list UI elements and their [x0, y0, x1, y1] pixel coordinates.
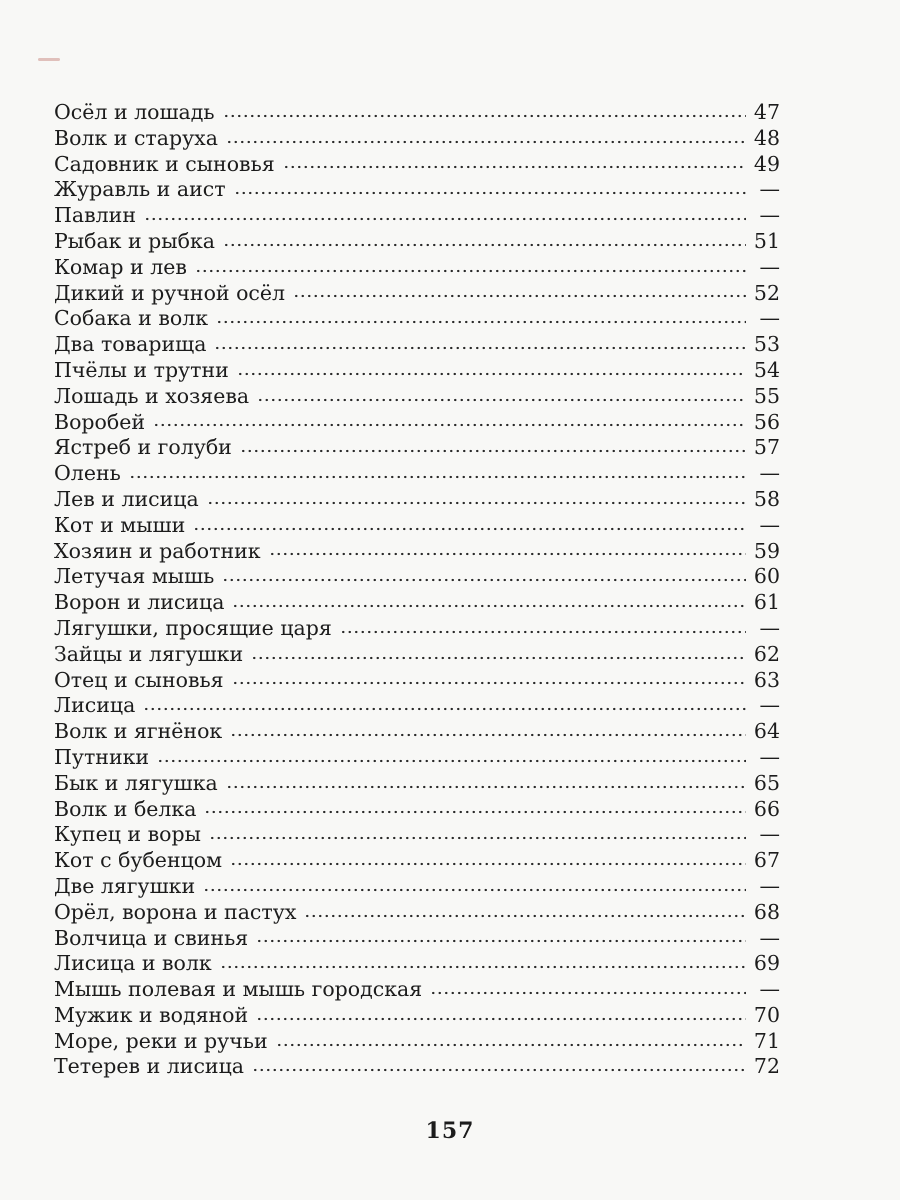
toc-entry-title: Волк и ягнёнок — [54, 719, 223, 744]
toc-entry-page: 60 — [753, 564, 780, 589]
toc-entry — [54, 668, 780, 694]
dot-leader — [223, 240, 746, 250]
toc-entry-title: Воробей — [54, 409, 146, 434]
toc-entry-page: 48 — [753, 125, 780, 150]
toc-entry-page: 55 — [753, 383, 780, 408]
dot-leader — [256, 936, 746, 946]
toc-entry-title: Олень — [54, 461, 121, 486]
toc-entry-page: 61 — [753, 590, 780, 615]
toc-entry — [54, 926, 780, 952]
toc-entry-page: — — [759, 693, 780, 718]
toc-entry — [54, 332, 780, 358]
toc-entry-page: 68 — [753, 899, 780, 924]
dot-leader — [293, 291, 746, 301]
toc-entry-page: 65 — [753, 770, 780, 795]
dot-leader — [430, 988, 746, 998]
toc-entry-page: 57 — [753, 435, 780, 460]
toc-entry-page: 47 — [753, 100, 780, 124]
toc-entry — [54, 461, 780, 487]
toc-entry — [54, 410, 780, 436]
dot-leader — [257, 395, 746, 405]
toc-entry-page: — — [759, 512, 780, 537]
toc-entry-page: 66 — [753, 796, 780, 821]
toc-entry-title: Рыбак и рыбка — [54, 228, 215, 253]
toc-entry-title: Лев и лисица — [54, 486, 199, 511]
toc-entry-title: Павлин — [54, 203, 136, 228]
toc-entry-title: Журавль и аист — [54, 177, 226, 202]
toc-entry-title: Путники — [54, 744, 150, 769]
toc-entry-page: — — [759, 254, 780, 279]
toc-entry-title: Мышь полевая и мышь городская — [54, 977, 423, 1002]
dot-leader — [220, 962, 746, 972]
toc-entry-title: Осёл и лошадь — [54, 100, 215, 124]
toc-entry — [54, 100, 780, 126]
toc-entry — [54, 1054, 780, 1080]
toc-entry — [54, 281, 780, 307]
dot-leader — [251, 653, 746, 663]
toc-entry-page: 51 — [753, 228, 780, 253]
page-number: 157 — [425, 1118, 475, 1144]
dot-leader — [193, 524, 746, 534]
dot-leader — [283, 162, 746, 172]
toc-entry-title: Пчёлы и трутни — [54, 357, 229, 382]
toc-entry-page: 72 — [753, 1054, 780, 1079]
toc-entry — [54, 358, 780, 384]
toc-entry-title: Садовник и сыновья — [54, 151, 275, 176]
toc-entry-page: — — [759, 977, 780, 1002]
toc-entry-page: 54 — [753, 357, 780, 382]
toc-entry-title: Летучая мышь — [54, 564, 215, 589]
dot-leader — [232, 678, 746, 688]
toc-entry — [54, 229, 780, 255]
dot-leader — [195, 266, 746, 276]
toc-entry-page: 71 — [753, 1028, 780, 1053]
toc-entry — [54, 435, 780, 461]
toc-entry-page: 69 — [753, 951, 780, 976]
dot-leader — [269, 549, 746, 559]
toc-entry — [54, 1029, 780, 1055]
toc-entry-title: Лисица — [54, 693, 136, 718]
toc-entry — [54, 977, 780, 1003]
toc-entry-title: Кот и мыши — [54, 512, 186, 537]
toc-entry — [54, 719, 780, 745]
toc-entry — [54, 797, 780, 823]
toc-entry-page: — — [759, 615, 780, 640]
toc-entry — [54, 822, 780, 848]
toc-entry — [54, 513, 780, 539]
toc-entry-title: Волчица и свинья — [54, 925, 249, 950]
toc-entry-title: Ворон и лисица — [54, 590, 225, 615]
dot-leader — [222, 575, 746, 585]
toc-entry-page: 53 — [753, 332, 780, 357]
toc-entry-page: 62 — [753, 641, 780, 666]
toc-entry — [54, 564, 780, 590]
toc-entry-page: 70 — [753, 1002, 780, 1027]
toc-entry-title: Лисица и волк — [54, 951, 212, 976]
toc-entry-title: Лошадь и хозяева — [54, 383, 250, 408]
toc-entry-title: Волк и старуха — [54, 125, 218, 150]
toc-entry — [54, 745, 780, 771]
toc-entry-title: Ястреб и голуби — [54, 435, 232, 460]
toc-entry-page: 64 — [753, 719, 780, 744]
dot-leader — [153, 420, 746, 430]
toc-entry-title: Тетерев и лисица — [54, 1054, 245, 1079]
toc-entry-page: — — [759, 873, 780, 898]
toc-entry-page: 67 — [753, 848, 780, 873]
dot-leader — [230, 859, 746, 869]
dot-leader — [216, 317, 746, 327]
toc-entry-title: Комар и лев — [54, 254, 187, 279]
dot-leader — [237, 369, 746, 379]
dot-leader — [209, 833, 746, 843]
toc-entry-title: Орёл, ворона и пастух — [54, 899, 297, 924]
dot-leader — [226, 782, 746, 792]
toc-entry-title: Две лягушки — [54, 873, 196, 898]
toc-entry-page: — — [759, 925, 780, 950]
toc-entry-page: — — [759, 822, 780, 847]
toc-entry — [54, 693, 780, 719]
toc-entry-title: Зайцы и лягушки — [54, 641, 244, 666]
dot-leader — [157, 756, 746, 766]
toc-entry-page: — — [759, 461, 780, 486]
dot-leader — [234, 188, 746, 198]
toc-entry — [54, 384, 780, 410]
toc-entry — [54, 487, 780, 513]
dot-leader — [214, 343, 746, 353]
dot-leader — [226, 137, 746, 147]
toc-entry-page: — — [759, 203, 780, 228]
toc-entry-title: Собака и волк — [54, 306, 209, 331]
toc-entry-title: Отец и сыновья — [54, 667, 224, 692]
toc-entry-title: Волк и белка — [54, 796, 197, 821]
toc-entry — [54, 255, 780, 281]
dot-leader — [304, 911, 746, 921]
dot-leader — [232, 601, 746, 611]
toc-entry-title: Мужик и водяной — [54, 1002, 249, 1027]
toc-entry-title: Кот с бубенцом — [54, 848, 223, 873]
dot-leader — [203, 885, 746, 895]
toc-entry-page: — — [759, 177, 780, 202]
dot-leader — [230, 730, 746, 740]
toc-entry-title: Бык и лягушка — [54, 770, 218, 795]
toc-entry-page: 58 — [753, 486, 780, 511]
toc-entry-title: Купец и воры — [54, 822, 201, 847]
dot-leader — [240, 446, 746, 456]
dot-leader — [143, 704, 746, 714]
toc-entry — [54, 539, 780, 565]
table-of-contents — [54, 100, 780, 1080]
toc-entry-title: Два товарища — [54, 332, 207, 357]
toc-entry — [54, 1003, 780, 1029]
toc-entry — [54, 126, 780, 152]
toc-entry — [54, 152, 780, 178]
ink-mark — [38, 58, 60, 61]
toc-entry-page: — — [759, 306, 780, 331]
dot-leader — [276, 1040, 746, 1050]
toc-entry — [54, 590, 780, 616]
toc-entry — [54, 900, 780, 926]
toc-entry — [54, 203, 780, 229]
dot-leader — [340, 627, 746, 637]
toc-entry — [54, 306, 780, 332]
toc-entry-title: Хозяин и работник — [54, 538, 261, 563]
toc-entry-title: Дикий и ручной осёл — [54, 280, 286, 305]
toc-entry-page: 59 — [753, 538, 780, 563]
toc-entry — [54, 848, 780, 874]
toc-entry — [54, 177, 780, 203]
dot-leader — [207, 498, 746, 508]
dot-leader — [223, 111, 746, 121]
dot-leader — [144, 214, 746, 224]
toc-entry — [54, 874, 780, 900]
toc-entry — [54, 951, 780, 977]
toc-entry-title: Лягушки, просящие царя — [54, 615, 332, 640]
toc-entry-page: 52 — [753, 280, 780, 305]
toc-entry — [54, 771, 780, 797]
toc-entry — [54, 642, 780, 668]
toc-entry — [54, 616, 780, 642]
toc-entry-page: 56 — [753, 409, 780, 434]
toc-entry-page: — — [759, 744, 780, 769]
toc-entry-title: Море, реки и ручьи — [54, 1028, 268, 1053]
toc-entry-page: 63 — [753, 667, 780, 692]
dot-leader — [252, 1065, 746, 1075]
dot-leader — [204, 807, 746, 817]
toc-entry-page: 49 — [753, 151, 780, 176]
dot-leader — [129, 472, 746, 482]
dot-leader — [256, 1014, 746, 1024]
